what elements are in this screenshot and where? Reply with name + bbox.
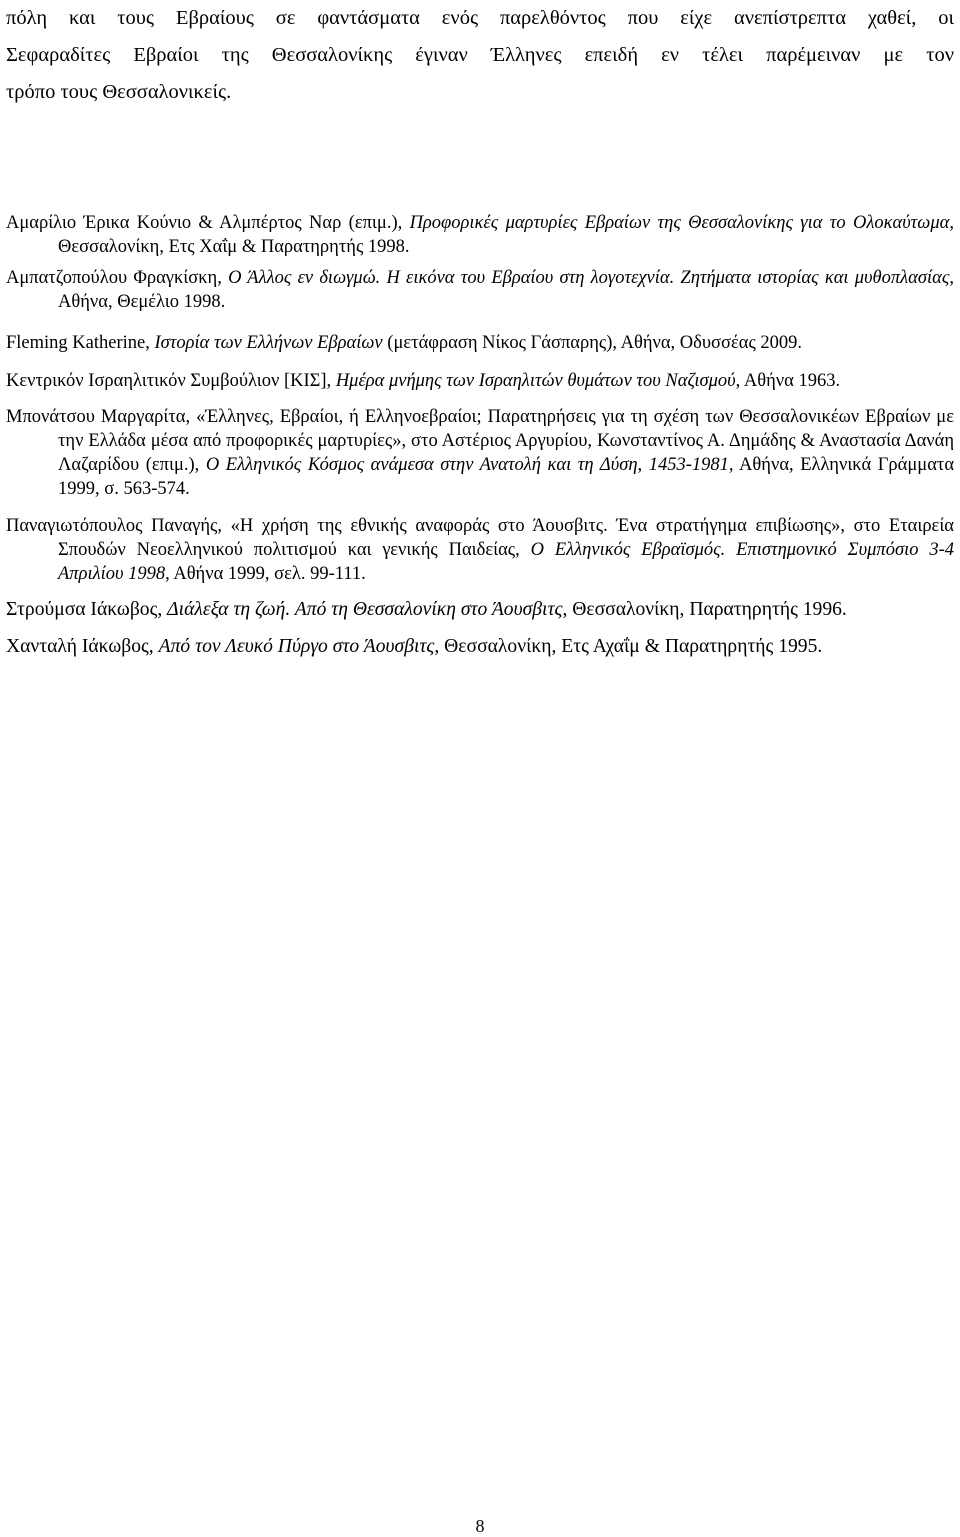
entry-author: Κεντρικόν Ισραηλιτικόν Συμβούλιον [ΚΙΣ], [6,371,336,391]
entry-title: Διάλεξα τη ζωή. Από τη Θεσσαλονίκη στο Άουσβιτς [167,599,563,620]
page-number: 8 [475,1516,485,1536]
entry-title: Από τον Λευκό Πύργο στο Άουσβιτς [158,636,435,657]
entry-publication: , Αθήνα, Ελληνικά Γράμματα 1999, σ. 563-574. [58,455,955,499]
entry-publication: , Αθήνα 1999, σελ. 99-111. [165,564,366,584]
entry-publication: , Θεσσαλονίκη, Ετς Χαΐμ & Παρατηρητής 1998. [58,213,954,257]
intro-line-1: πόλη και τους Εβραίους σε φαντάσματα ενός παρελθόντος που είχε ανεπίστρεπτα χαθεί, οι [6,7,954,29]
bibliography-entry [6,635,954,660]
entry-title: Προφορικές μαρτυρίες Εβραίων της Θεσσαλονίκης για το Ολοκαύτωμα [409,213,950,233]
bibliography-entry [6,598,954,623]
entry-title: Ο Ελληνικός Εβραϊσμός. Επιστημονικό Συμπόσιο 3-4 Απριλίου 1998 [58,540,955,584]
entry-author: Παναγιωτόπουλος Παναγής, «Η χρήση της εθνικής αναφοράς στο Άουσβιτς. Ένα στρατήγημα επιβίωσης», στο Εταιρεία Σπουδών Νεοελληνικού πολιτισμού και γενικής Παιδείας, [6,516,954,560]
entry-author: Στρούμσα Ιάκωβος, [6,599,168,620]
entry-publication: , Αθήνα, Θεμέλιο 1998. [58,268,954,312]
entry-author: Χανταλή Ιάκωβος, [6,636,159,657]
intro-line-3: τρόπο τους Θεσσαλονικείς. [6,81,232,103]
bibliography-entry [6,405,954,501]
entry-author: Αμπατζοπούλου Φραγκίσκη, [6,268,229,288]
entry-publication: , Αθήνα 1963. [735,371,841,391]
entry-author: Αμαρίλιο Έρικα Κούνιο & Αλμπέρτος Ναρ (επιμ.), [6,213,410,233]
entry-title: Ιστορία των Ελλήνων Εβραίων [154,333,383,353]
entry-title: Ημέρα μνήμης των Ισραηλιτών θυμάτων του Ναζισμού [335,371,736,391]
intro-paragraph [6,0,954,111]
entry-title: Ο Άλλος εν διωγμώ. Η εικόνα του Εβραίου στη λογοτεχνία. Ζητήματα ιστορίας και μυθοπλασίας [228,268,950,288]
entry-publication: (μετάφραση Νίκος Γάσπαρης), Αθήνα, Οδυσσέας 2009. [382,333,803,353]
bibliography-entry [6,331,954,355]
entry-author: Fleming Katherine, [6,333,155,353]
intro-line-2: Σεφαραδίτες Εβραίοι της Θεσσαλονίκης έγιναν Έλληνες επειδή εν τέλει παρέμειναν με τον [6,44,954,66]
bibliography-entry [6,266,954,314]
entry-publication: , Θεσσαλονίκη, Ετς Αχαΐμ & Παρατηρητής 1995. [434,636,823,657]
bibliography-entry [6,211,954,259]
bibliography-entry [6,369,954,393]
entry-author: Μπονάτσου Μαργαρίτα, «Έλληνες, Εβραίοι, ή Ελληνοεβραίοι; Παρατηρήσεις για τη σχέση των Θεσσαλονικέων Εβραίων με την Ελλάδα μέσα από προφορικές μαρτυρίες», στο Αστέριος Αργυρίου, Κωνσταντίνος Α. Δημάδης & Αναστασία Δανάη Λαζαρίδου (επιμ.), [6,407,954,475]
bibliography-entry [6,514,954,586]
entry-publication: , Θεσσαλονίκη, Παρατηρητής 1996. [562,599,847,620]
entry-title: Ο Ελληνικός Κόσμος ανάμεσα στην Ανατολή και τη Δύση, 1453-1981 [205,455,729,475]
